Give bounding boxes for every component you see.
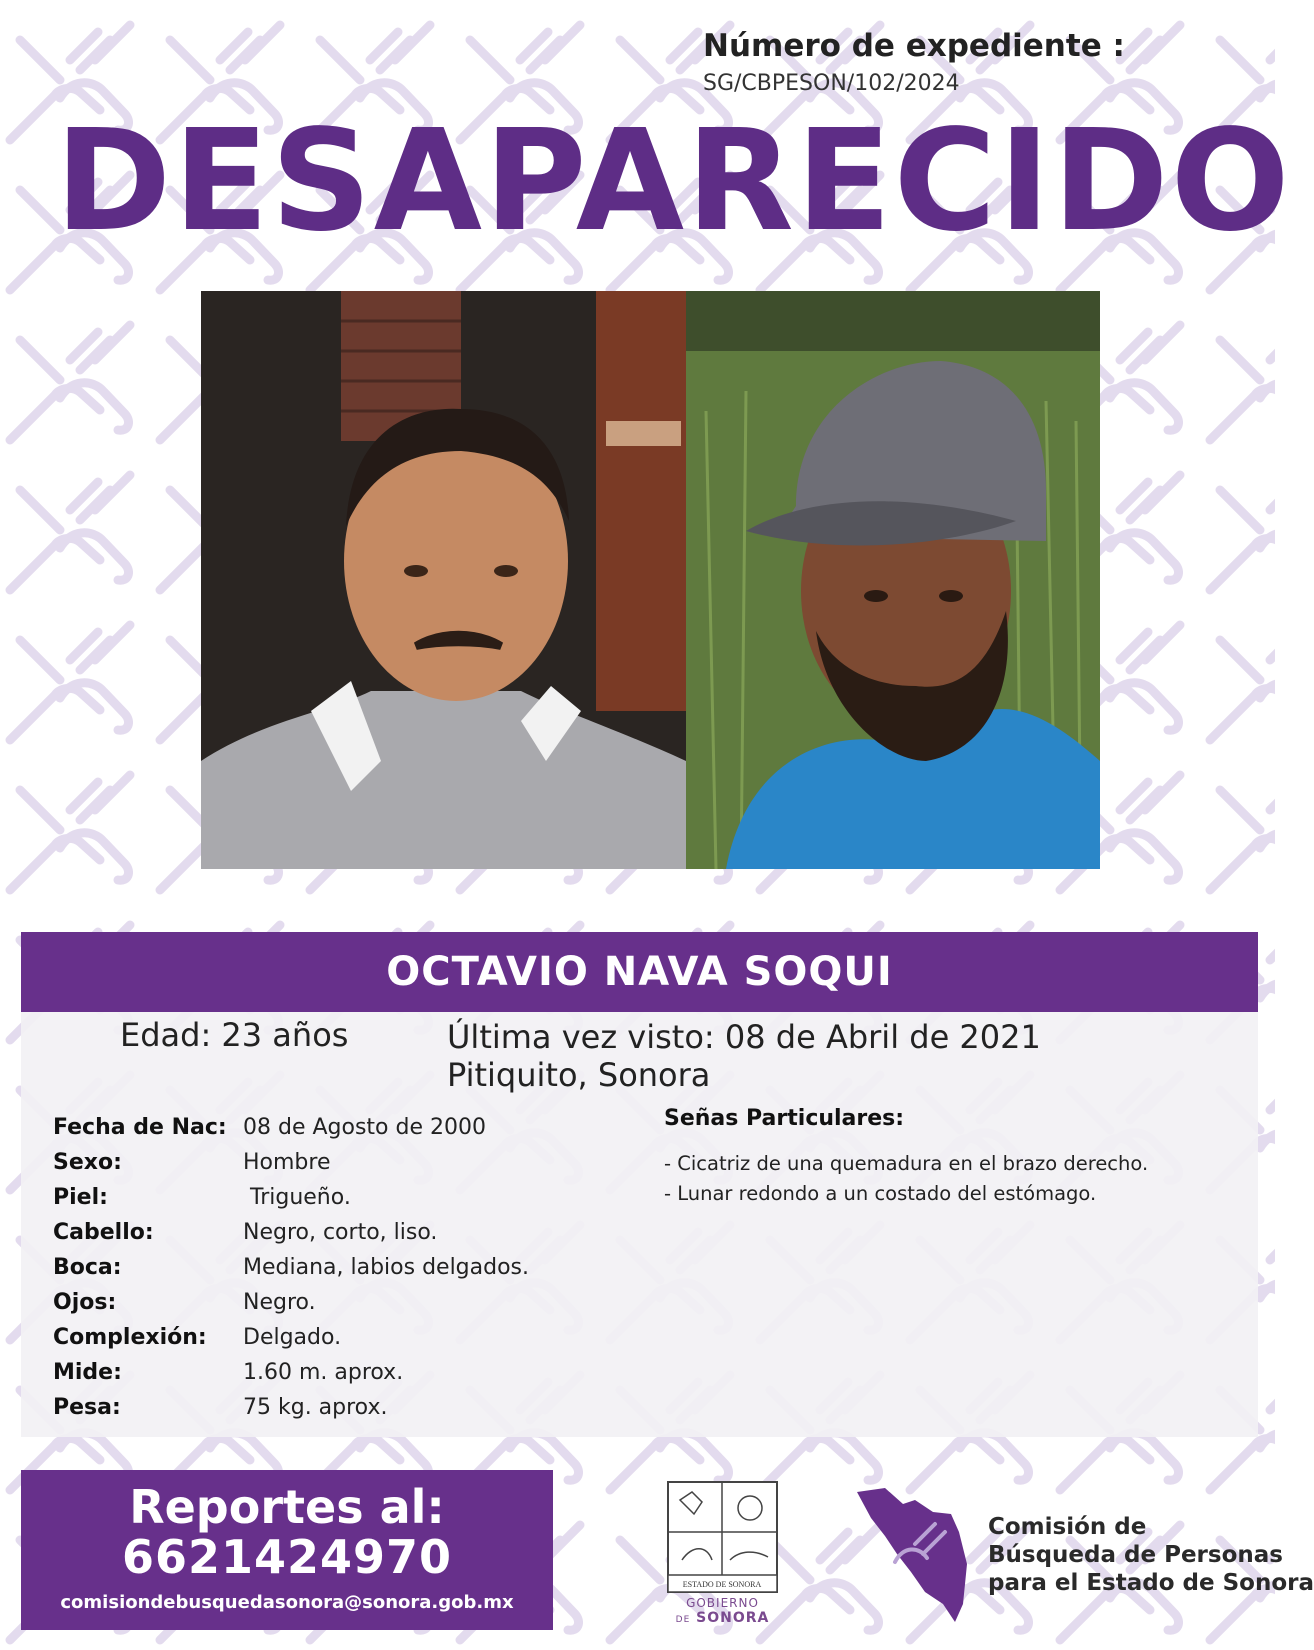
last-seen-date: Última vez visto: 08 de Abril de 2021 (447, 1018, 1041, 1056)
expediente-label: Número de expediente : (703, 28, 1125, 64)
commission-line1: Comisión de (988, 1514, 1147, 1540)
report-title: Reportes al: (129, 1480, 445, 1534)
gobierno-line1: GOBIERNO (686, 1596, 759, 1610)
detail-mouth (53, 1250, 529, 1285)
detail-label: Complexión: (53, 1325, 207, 1350)
detail-hair (53, 1215, 529, 1250)
page-title: DESAPARECIDO (55, 100, 1292, 263)
detail-skin (53, 1180, 529, 1215)
details-list (53, 1110, 529, 1425)
detail-value: Hombre (243, 1150, 331, 1175)
detail-value: 08 de Agosto de 2000 (243, 1115, 486, 1140)
detail-label: Pesa: (53, 1395, 121, 1420)
detail-sex (53, 1145, 529, 1180)
seal-text: ESTADO DE SONORA (682, 1580, 762, 1589)
detail-weight (53, 1390, 529, 1425)
detail-label: Piel: (53, 1185, 108, 1210)
gobierno-sonora-label (660, 1596, 785, 1626)
gobierno-line2-text: SONORA (696, 1610, 770, 1626)
person-age: Edad: 23 años (120, 1016, 349, 1054)
commission-logo-icon (855, 1484, 975, 1624)
person-name: OCTAVIO NAVA SOQUI (386, 949, 893, 995)
detail-label: Ojos: (53, 1290, 117, 1315)
person-photo-1 (201, 291, 686, 869)
detail-value: Mediana, labios delgados. (243, 1255, 530, 1280)
marks-title: Señas Particulares: (664, 1106, 905, 1131)
detail-value: Trigueño. (243, 1185, 351, 1210)
report-email[interactable]: comisiondebusquedasonora@sonora.gob.mx (60, 1592, 514, 1613)
detail-eyes (53, 1285, 529, 1320)
detail-birthdate (53, 1110, 529, 1145)
expediente-number: SG/CBPESON/102/2024 (703, 71, 960, 96)
detail-label: Fecha de Nac: (53, 1115, 227, 1140)
distinctive-marks (664, 1106, 1244, 1209)
marks-item: - Cicatriz de una quemadura en el brazo derecho. (664, 1152, 1149, 1175)
detail-label: Mide: (53, 1360, 122, 1385)
gobierno-line2-prefix: DE (675, 1615, 691, 1625)
last-seen (447, 1018, 1041, 1094)
commission-label (988, 1513, 1314, 1597)
commission-line3: para el Estado de Sonora (988, 1570, 1314, 1596)
gobierno-line2 (660, 1610, 785, 1626)
last-seen-place: Pitiquito, Sonora (447, 1056, 711, 1094)
commission-line2: Búsqueda de Personas (988, 1542, 1283, 1568)
person-photo-2 (686, 291, 1100, 869)
detail-build (53, 1320, 529, 1355)
detail-label: Boca: (53, 1255, 122, 1280)
detail-label: Sexo: (53, 1150, 122, 1175)
name-banner (21, 932, 1258, 1012)
report-box (21, 1470, 553, 1630)
detail-value: 1.60 m. aprox. (243, 1360, 404, 1385)
marks-item: - Lunar redondo a un costado del estómago. (664, 1182, 1097, 1205)
detail-label: Cabello: (53, 1220, 154, 1245)
photo-group (201, 291, 1100, 869)
detail-value: 75 kg. aprox. (243, 1395, 388, 1420)
detail-height (53, 1355, 529, 1390)
detail-value: Negro. (243, 1290, 316, 1315)
detail-value: Delgado. (243, 1325, 342, 1350)
detail-value: Negro, corto, liso. (243, 1220, 438, 1245)
report-phone[interactable]: 6621424970 (121, 1530, 453, 1584)
